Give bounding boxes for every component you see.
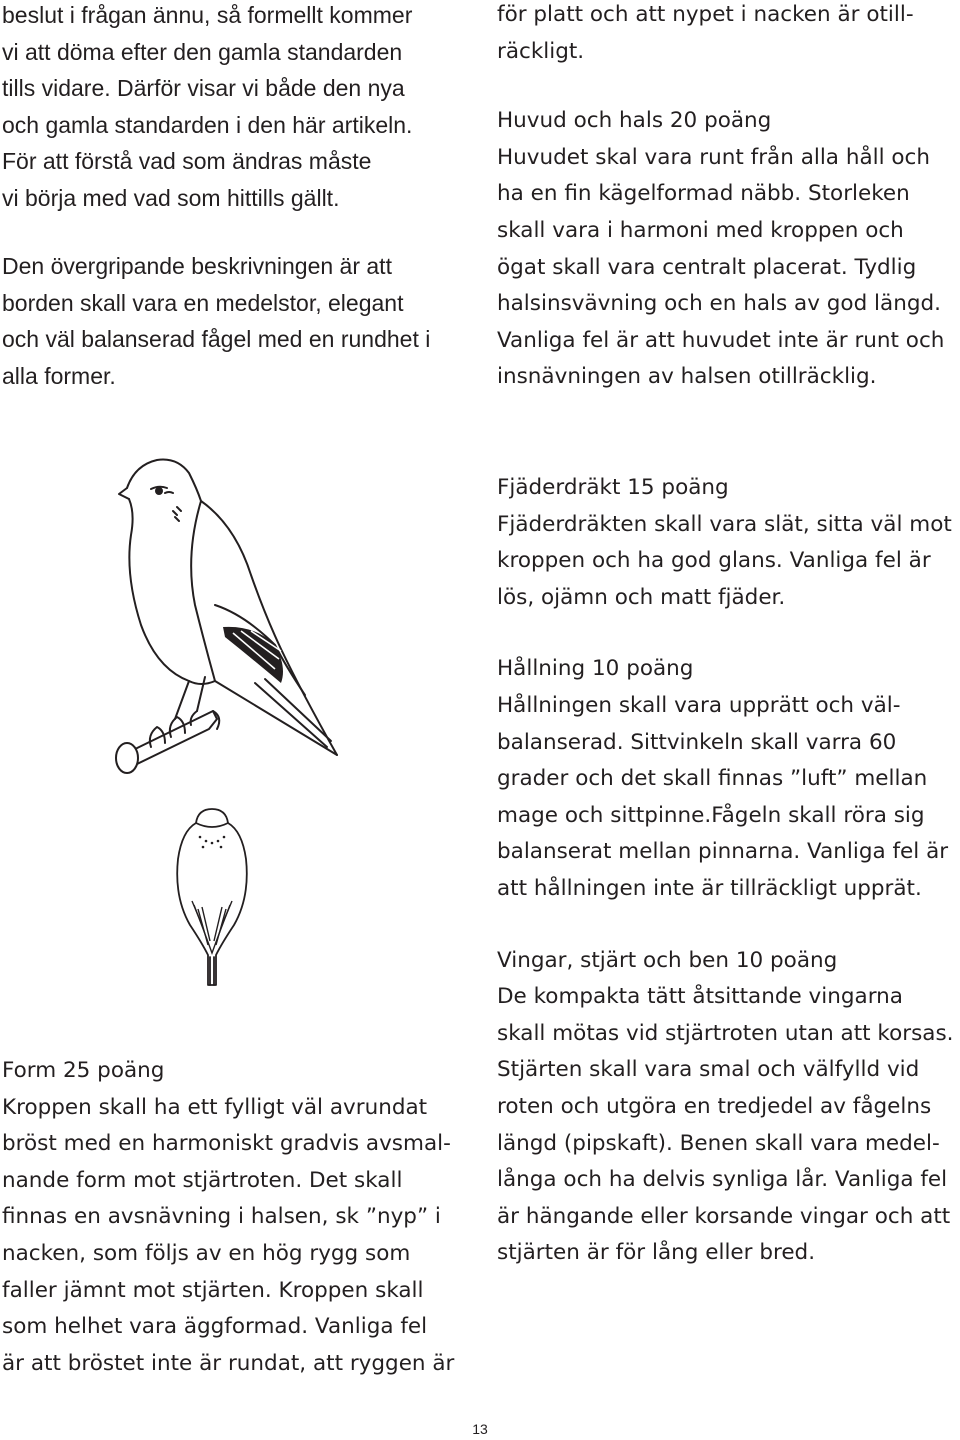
text-line: ögat skall vara centralt placerat. Tydlig bbox=[497, 254, 917, 280]
canary-side-view-illustration bbox=[105, 455, 365, 765]
text-line: bröst med en harmoniskt gradvis avsmal- bbox=[2, 1131, 451, 1157]
text-line: De kompakta tätt åtsittande vingarna bbox=[497, 984, 903, 1010]
text-line: balanserat mellan pinnarna. Vanliga fel är bbox=[497, 839, 949, 865]
text-line: roten och utgöra en tredjedel av fågelns bbox=[497, 1093, 932, 1119]
text-line: att hållningen inte är tillräckligt upprät. bbox=[497, 875, 922, 901]
text-line: halsinsvävning och en hals av god längd. bbox=[497, 291, 941, 317]
text-line: Fjäderdräkten skall vara slät, sitta väl mot bbox=[497, 511, 952, 537]
text-line: för platt och att nypet i nacken är otill- bbox=[497, 2, 914, 27]
text-line: och väl balanserad fågel med en rundhet i bbox=[2, 326, 431, 352]
text-line: beslut i frågan ännu, så formellt kommer bbox=[2, 2, 413, 28]
text-line: och gamla standarden i den här artikeln. bbox=[2, 111, 413, 138]
section-heading: Hållning 10 poäng bbox=[497, 656, 694, 682]
section-heading: Huvud och hals 20 poäng bbox=[497, 108, 772, 134]
text-line: vi att döma efter den gamla standarden bbox=[2, 38, 403, 65]
text-line: finnas en avsnävning i halsen, sk ”nyp” i bbox=[2, 1204, 441, 1230]
text-line: stjärten är för lång eller bred. bbox=[497, 1240, 816, 1266]
text-line: alla former. bbox=[2, 362, 116, 389]
canary-rear-view-illustration bbox=[172, 805, 252, 990]
right-top-column bbox=[497, 0, 944, 396]
section-heading: Fjäderdräkt 15 poäng bbox=[497, 475, 729, 500]
page-number: 13 bbox=[472, 1421, 488, 1437]
section-heading: Vingar, stjärt och ben 10 poäng bbox=[497, 947, 838, 973]
text-line: långa och ha delvis synliga lår. Vanliga fel bbox=[497, 1167, 948, 1193]
text-line: nande form mot stjärtroten. Det skall bbox=[2, 1167, 403, 1193]
section-posture bbox=[497, 651, 954, 907]
text-line: är hängande eller korsande vingar och att bbox=[497, 1203, 951, 1229]
text-line: Vanliga fel är att huvudet inte är runt och bbox=[497, 327, 945, 353]
text-line: Stjärten skall vara smal och välfylld vid bbox=[497, 1057, 920, 1083]
text-line: vi börja med vad som hittills gällt. bbox=[2, 184, 340, 211]
intro-column bbox=[2, 0, 430, 394]
intro-paragraph-1 bbox=[2, 0, 430, 216]
section-heading: Form 25 poäng bbox=[2, 1058, 165, 1083]
text-line: skall mötas vid stjärtroten utan att korsas. bbox=[497, 1020, 954, 1046]
text-line: borden skall vara en medelstor, elegant bbox=[2, 289, 404, 316]
section-form bbox=[2, 1053, 454, 1382]
text-line: längd (pipskaft). Benen skall vara medel- bbox=[497, 1130, 940, 1156]
text-line: ha en fin kägelformad näbb. Storleken bbox=[497, 181, 910, 207]
section-wings-tail-legs bbox=[497, 943, 954, 1272]
text-line: lös, ojämn och matt fjäder. bbox=[497, 584, 786, 610]
text-line: mage och sittpinne.Fågeln skall röra sig bbox=[497, 802, 925, 828]
text-line: Den övergripande beskrivningen är att bbox=[2, 253, 392, 279]
text-line: Kroppen skall ha ett fylligt väl avrundat bbox=[2, 1094, 428, 1120]
text-line: nacken, som följs av en hög rygg som bbox=[2, 1240, 411, 1266]
text-line: grader och det skall finnas ”luft” mellan bbox=[497, 766, 928, 792]
left-bottom-column bbox=[2, 1053, 454, 1382]
text-line: För att förstå vad som ändras måste bbox=[2, 148, 372, 174]
section-head-neck bbox=[497, 103, 944, 396]
text-line: tills vidare. Därför visar vi både den nya bbox=[2, 75, 405, 101]
text-line: kroppen och ha god glans. Vanliga fel är bbox=[497, 548, 931, 574]
text-line: räckligt. bbox=[497, 38, 585, 64]
text-line: som helhet vara äggformad. Vanliga fel bbox=[2, 1314, 428, 1340]
continued-paragraph bbox=[497, 0, 944, 70]
text-line: skall vara i harmoni med kroppen och bbox=[497, 217, 904, 243]
section-plumage bbox=[497, 470, 954, 616]
right-bottom-column bbox=[497, 470, 954, 1272]
text-line: faller jämnt mot stjärten. Kroppen skall bbox=[2, 1277, 424, 1303]
text-line: balanserad. Sittvinkeln skall varra 60 bbox=[497, 729, 897, 755]
text-line: är att bröstet inte är rundat, att ryggen är bbox=[2, 1350, 455, 1376]
intro-paragraph-2 bbox=[2, 248, 430, 394]
text-line: Huvudet skal vara runt från alla håll och bbox=[497, 144, 931, 170]
text-line: insnävningen av halsen otillräcklig. bbox=[497, 364, 877, 390]
text-line: Hållningen skall vara upprätt och väl- bbox=[497, 692, 901, 718]
